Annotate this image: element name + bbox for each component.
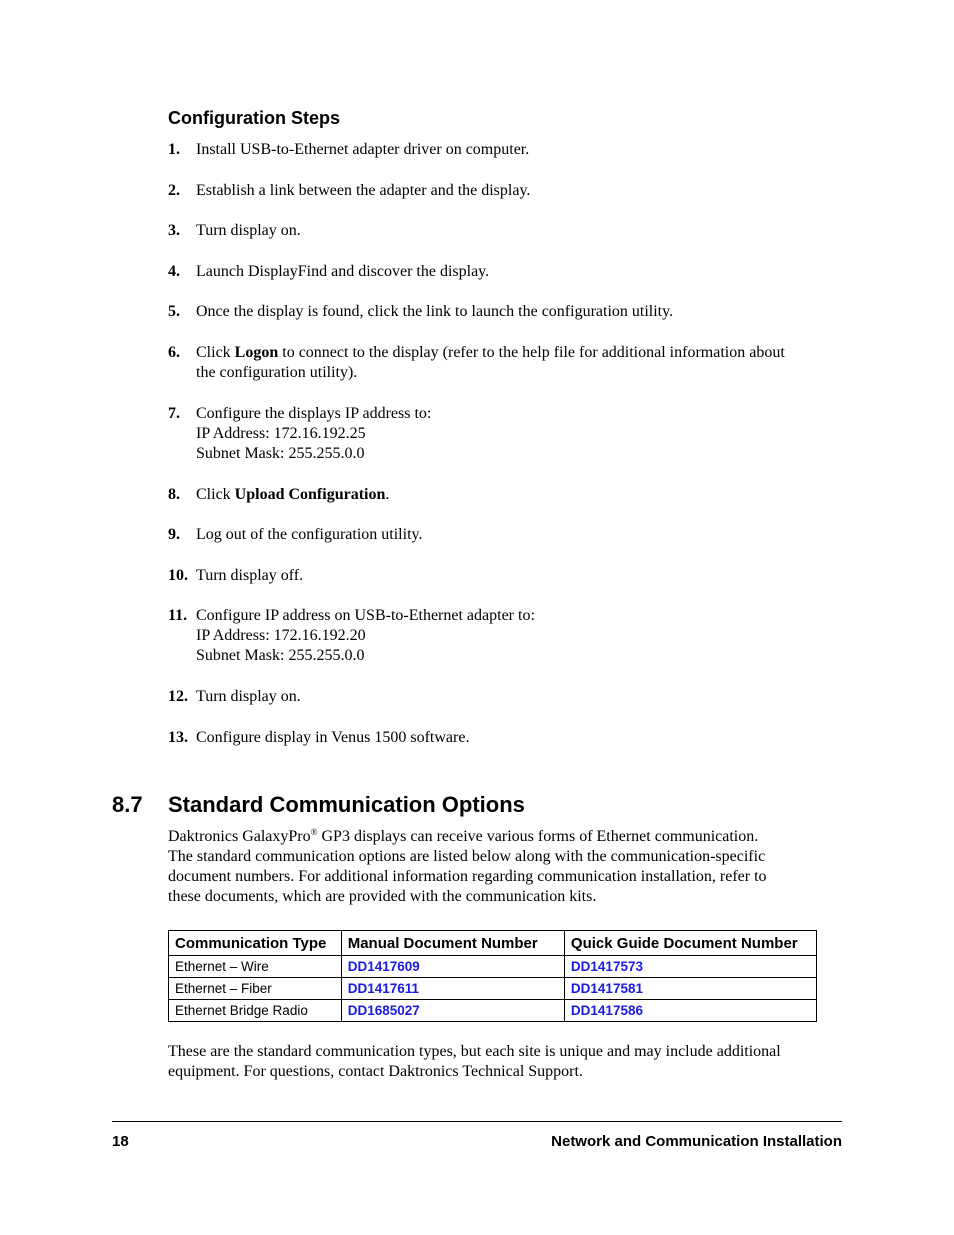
step-text: Turn display off.	[196, 567, 304, 584]
configuration-steps-heading: Configuration Steps	[168, 108, 340, 128]
step-text: Turn display on.	[196, 688, 301, 705]
section-number: 8.7	[112, 792, 143, 817]
step-number: 9.	[168, 526, 180, 543]
step-text: Configure the displays IP address to:	[196, 405, 432, 422]
step-number: 10.	[168, 567, 188, 584]
subnet-mask-text: Subnet Mask: 255.255.0.0	[196, 647, 365, 664]
step-number: 1.	[168, 141, 180, 158]
step-number: 8.	[168, 486, 180, 503]
step-number: 2.	[168, 182, 180, 199]
communication-type-cell: Ethernet – Wire	[169, 956, 342, 978]
logon-label: Logon	[234, 344, 279, 361]
subnet-mask-text: Subnet Mask: 255.255.0.0	[196, 445, 365, 462]
step-number: 4.	[168, 263, 180, 280]
registered-mark: ®	[310, 827, 318, 837]
step-text: the configuration utility).	[196, 364, 358, 381]
step-number: 11.	[168, 607, 188, 624]
step-number: 5.	[168, 303, 180, 320]
footer-divider	[112, 1121, 842, 1122]
quick-guide-document-link[interactable]: DD1417573	[564, 956, 816, 978]
step-text: Configure display in Venus 1500 software.	[196, 729, 470, 746]
step-number: 3.	[168, 222, 180, 239]
ip-address-text: IP Address: 172.16.192.20	[196, 627, 366, 644]
step-text: Once the display is found, click the link to launch the configuration utility.	[196, 303, 674, 320]
table-row	[169, 956, 817, 978]
step-text: Launch DisplayFind and discover the display.	[196, 263, 490, 280]
step-text: Establish a link between the adapter and the display.	[196, 182, 531, 199]
step-text: Click	[196, 344, 235, 361]
step-number: 6.	[168, 344, 180, 361]
closing-text: These are the standard communication types, but each site is unique and may include additional	[168, 1043, 781, 1060]
section-title: Standard Communication Options	[168, 792, 525, 817]
intro-text: these documents, which are provided with the communication kits.	[168, 888, 597, 905]
intro-text: document numbers. For additional information regarding communication installation, refer to	[168, 868, 767, 885]
quick-guide-document-link[interactable]: DD1417581	[564, 978, 816, 1000]
step-text: Configure IP address on USB-to-Ethernet adapter to:	[196, 607, 535, 624]
communication-options-table	[168, 930, 817, 1022]
closing-text: equipment. For questions, contact Daktronics Technical Support.	[168, 1063, 583, 1080]
ip-address-text: IP Address: 172.16.192.25	[196, 425, 366, 442]
quick-guide-document-link[interactable]: DD1417586	[564, 1000, 816, 1022]
column-header: Manual Document Number	[341, 931, 564, 956]
footer-chapter-title: Network and Communication Installation	[551, 1133, 842, 1150]
manual-document-link[interactable]: DD1417611	[341, 978, 564, 1000]
step-number: 7.	[168, 405, 180, 422]
intro-paragraph	[168, 827, 838, 907]
column-header: Quick Guide Document Number	[564, 931, 816, 956]
intro-text: GP3 displays can receive various forms of Ethernet communication.	[317, 828, 759, 845]
step-text: Log out of the configuration utility.	[196, 526, 423, 543]
step-number: 12.	[168, 688, 188, 705]
upload-configuration-label: Upload Configuration	[234, 486, 386, 503]
communication-type-cell: Ethernet Bridge Radio	[169, 1000, 342, 1022]
manual-document-link[interactable]: DD1685027	[341, 1000, 564, 1022]
manual-document-link[interactable]: DD1417609	[341, 956, 564, 978]
intro-text: Daktronics GalaxyPro	[168, 828, 311, 845]
step-text: Click	[196, 486, 235, 503]
table-header-row	[169, 931, 817, 956]
column-header: Communication Type	[169, 931, 342, 956]
step-text: .	[385, 486, 390, 503]
closing-paragraph	[168, 1042, 838, 1082]
step-number: 13.	[168, 729, 188, 746]
communication-type-cell: Ethernet – Fiber	[169, 978, 342, 1000]
table-row	[169, 1000, 817, 1022]
step-text: Install USB-to-Ethernet adapter driver on computer.	[196, 141, 530, 158]
step-text: Turn display on.	[196, 222, 301, 239]
intro-text: The standard communication options are listed below along with the communication-specific	[168, 848, 766, 865]
page-number: 18	[112, 1133, 129, 1150]
table-row	[169, 978, 817, 1000]
step-text: to connect to the display (refer to the help file for additional information about	[278, 344, 785, 361]
